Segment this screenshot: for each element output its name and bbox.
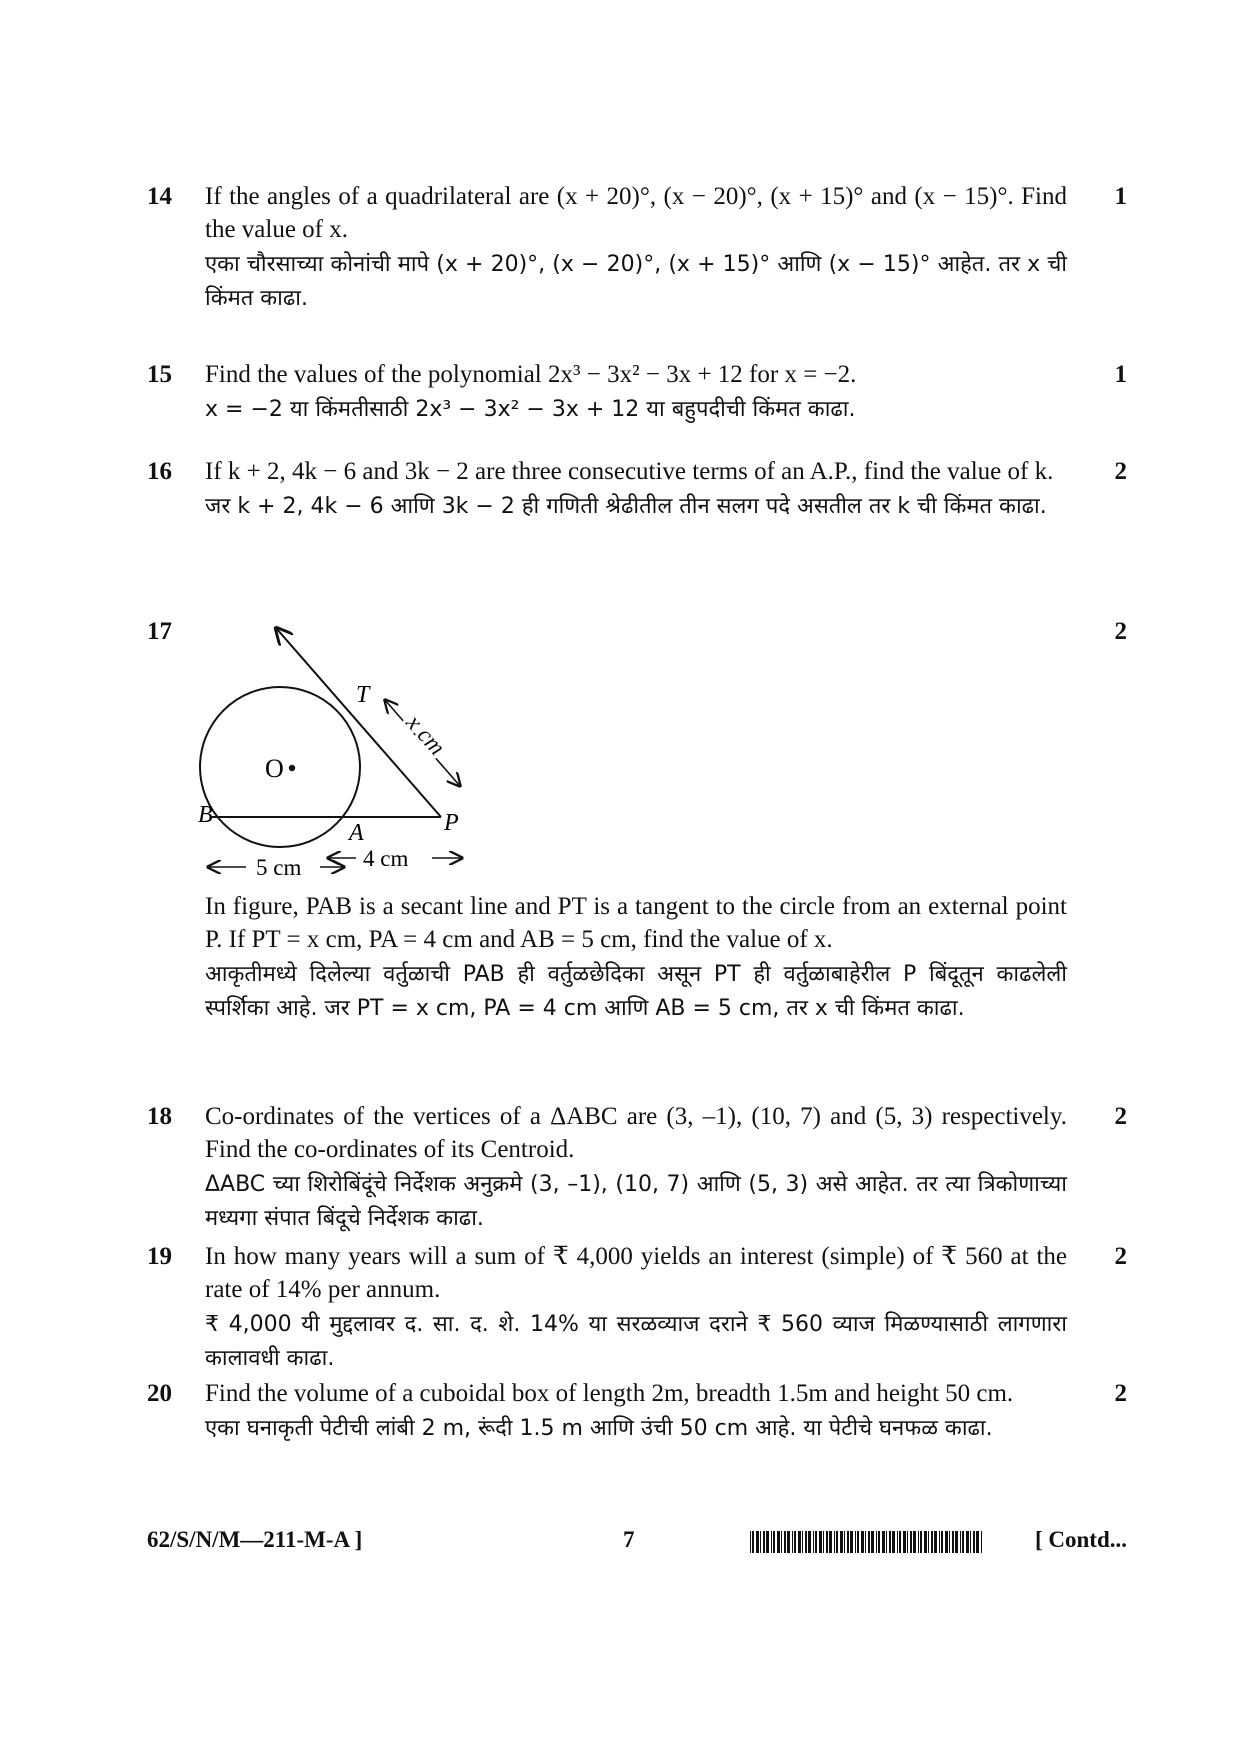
question-text-marathi: एका घनाकृती पेटीची लांबी 2 m, रूंदी 1.5 m आणि उंची 50 cm आहे. या पेटीचे घनफळ काढा. [205, 1416, 993, 1441]
pa-length-label: 4 cm [363, 846, 409, 871]
center-label: O [265, 754, 284, 783]
question-number: 16 [147, 458, 172, 485]
question-body [205, 890, 1067, 1026]
question-text-marathi: एका चौरसाच्या कोनांची मापे (x + 20)°, (x − 20)°, (x + 15)° आणि (x − 15)° आहेत. तर x ची किंमत काढा. [205, 252, 1067, 311]
ab-length-label: 5 cm [256, 855, 302, 880]
page-footer [147, 1527, 1127, 1563]
question-text-marathi: ΔABC च्या शिरोबिंदूंचे निर्देशक अनुक्रमे (3, –1), (10, 7) आणि (5, 3) असे आहेत. तर त्या त्रिकोणाच्या मध्यगा संपात बिंदूचे निर्देशक काढा. [205, 1172, 1067, 1231]
question-body [205, 1377, 1067, 1446]
question-text-marathi: x = −2 या किंमतीसाठी 2x³ − 3x² − 3x + 12 या बहुपदीची किंमत काढा. [205, 397, 856, 422]
question-text-english: Find the values of the polynomial 2x³ − 3x² − 3x + 12 for x = −2. [205, 361, 857, 388]
center-point [289, 765, 295, 771]
question-text-marathi: जर k + 2, 4k − 6 आणि 3k − 2 ही गणिती श्रेढीतील तीन सलग पदे असतील तर k ची किंमत काढा. [205, 494, 1047, 519]
question-marks: 2 [1114, 1243, 1127, 1270]
point-t-label: T [356, 682, 370, 708]
question-18 [147, 1100, 1127, 1236]
secant-tangent-figure [198, 622, 488, 882]
question-marks: 2 [1114, 618, 1127, 645]
question-number: 19 [147, 1243, 172, 1270]
question-14 [147, 180, 1127, 316]
barcode-icon [750, 1531, 985, 1553]
question-number: 20 [147, 1380, 172, 1407]
question-text-english: If k + 2, 4k − 6 and 3k − 2 are three consecutive terms of an A.P., find the value of k. [205, 458, 1054, 485]
question-text-english: If the angles of a quadrilateral are (x + 20)°, (x − 20)°, (x + 15)° and (x − 15)°. Find the value of x. [205, 183, 1067, 243]
question-marks: 1 [1114, 361, 1127, 388]
question-body [205, 1240, 1067, 1376]
question-number: 14 [147, 183, 172, 210]
question-text-english: In figure, PAB is a secant line and PT is a tangent to the circle from an external point P. If PT = x cm, PA = 4 cm and AB = 5 cm, find the value of x. [205, 893, 1067, 953]
question-20 [147, 1377, 1127, 1446]
question-17 [147, 890, 1127, 1026]
question-body [205, 180, 1067, 316]
question-15 [147, 358, 1127, 427]
point-a-label: A [349, 820, 364, 846]
question-text-marathi: ₹ 4,000 यी मुद्दलावर द. सा. द. शे. 14% या सरळव्याज दराने ₹ 560 व्याज मिळण्यासाठी लागणारा कालावधी काढा. [205, 1312, 1067, 1371]
continued-label: [ Contd... [1034, 1527, 1127, 1552]
question-text-english: Find the volume of a cuboidal box of length 2m, breadth 1.5m and height 50 cm. [205, 1380, 1014, 1407]
question-marks: 2 [1114, 458, 1127, 485]
question-body [205, 455, 1067, 524]
tangent-length-label: x cm [400, 710, 450, 761]
question-marks: 2 [1114, 1103, 1127, 1130]
question-text-english: Co-ordinates of the vertices of a ΔABC are (3, –1), (10, 7) and (5, 3) respectively. Find the co-ordinates of its Centroid. [205, 1103, 1067, 1163]
question-number: 17 [147, 618, 172, 645]
paper-code: 62/S/N/M—211-M-A ] [147, 1527, 363, 1552]
question-body [205, 358, 1067, 427]
question-number: 18 [147, 1103, 172, 1130]
page-number: 7 [623, 1527, 635, 1552]
question-19 [147, 1240, 1127, 1376]
point-b-label: B [198, 802, 213, 828]
question-number: 15 [147, 361, 172, 388]
question-text-english: In how many years will a sum of ₹ 4,000 yields an interest (simple) of ₹ 560 at the rate of 14% per annum. [205, 1243, 1067, 1303]
question-text-marathi: आकृतीमध्ये दिलेल्या वर्तुळाची PAB ही वर्तुळछेदिका असून PT ही वर्तुळाबाहेरील P बिंदूतून काढलेली स्पर्शिका आहे. जर PT = x cm, PA = 4 cm आणि AB = 5 cm, तर x ची किंमत काढा. [205, 962, 1067, 1021]
question-marks: 2 [1114, 1380, 1127, 1407]
point-p-label: P [444, 810, 459, 836]
question-16 [147, 455, 1127, 524]
question-marks: 1 [1114, 183, 1127, 210]
question-body [205, 1100, 1067, 1236]
